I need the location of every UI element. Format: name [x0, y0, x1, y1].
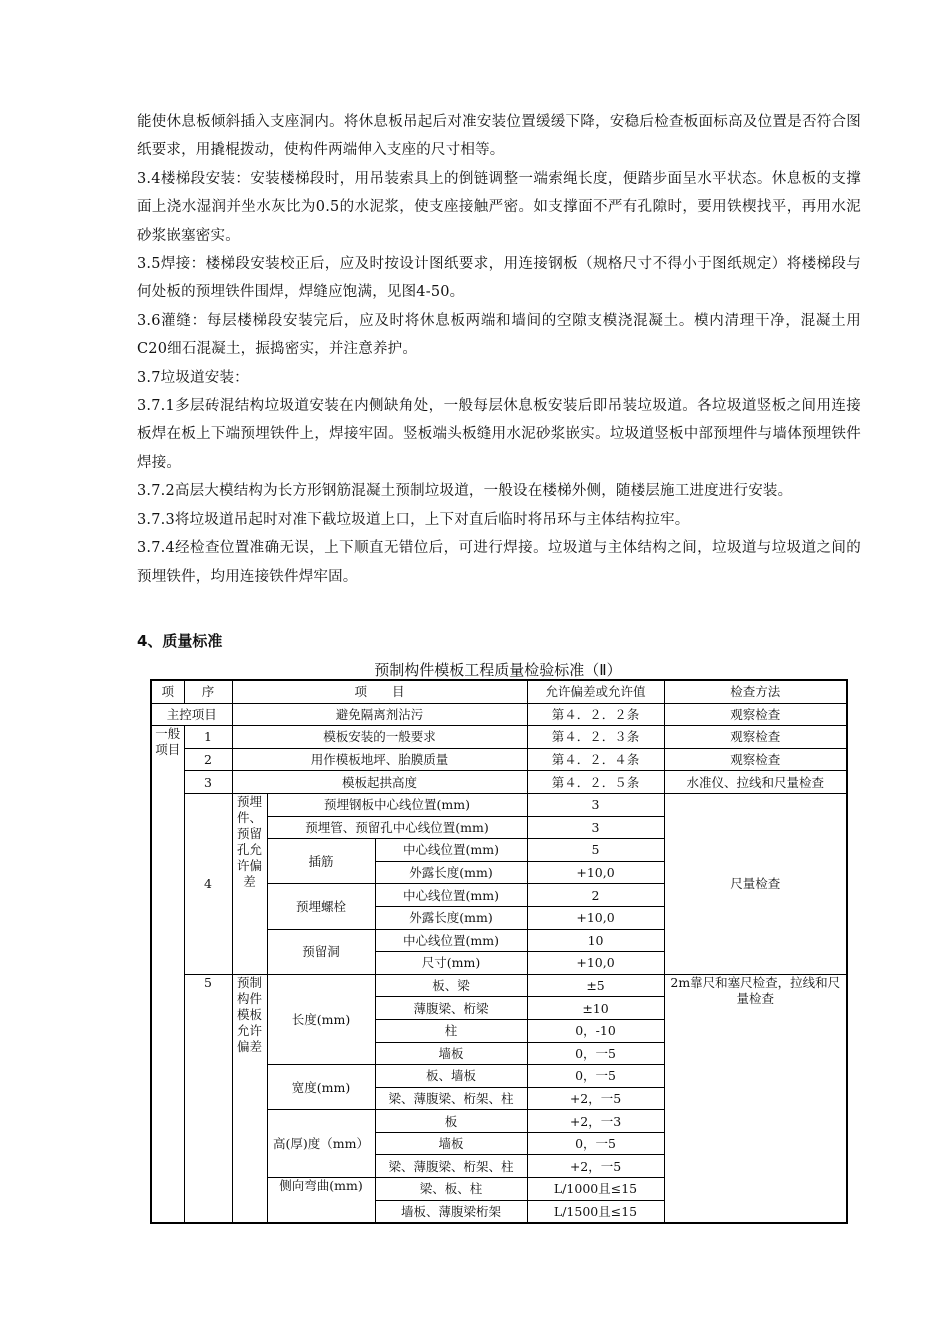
seq-cell: 1: [184, 726, 232, 749]
allow-cell: 第４．２．２条: [527, 703, 664, 726]
method-cell: 观察检查: [664, 748, 847, 771]
prefab-template-label: 预制构件模板允许偏差: [232, 974, 267, 1223]
allow-cell: +2，一3: [527, 1110, 664, 1133]
header-cell: 序: [184, 680, 232, 703]
paragraph: 能使休息板倾斜插入支座洞内。将休息板吊起后对准安装位置缓缓下降，安稳后检查板面标高及位置是否符合图纸要求，用撬棍拨动，使构件两端伸入支座的尺寸相等。: [137, 114, 861, 159]
item-cell: 预埋螺栓: [267, 884, 375, 929]
sub-item-cell: 梁、板、柱: [375, 1178, 527, 1201]
paragraph: 3.4楼梯段安装：安装楼梯段时，用吊装索具上的倒链调整一端索绳长度，便踏步面呈水平状态。休息板的支撑面上浇水湿润并坐水灰比为0.5的水泥浆，使支座接触严密。如支撑面不严有孔隙时，要用铁楔找平，再用水泥砂浆嵌塞密实。: [137, 170, 861, 244]
allow-cell: 0，一5: [527, 1065, 664, 1088]
table-row: [151, 726, 847, 749]
table-row: [151, 771, 847, 794]
allow-cell: L/1500且≤15: [527, 1200, 664, 1223]
allow-cell: 5: [527, 839, 664, 862]
allow-cell: 0，一5: [527, 1042, 664, 1065]
header-cell: 允许偏差或允许值: [527, 680, 664, 703]
allow-cell: +2，一5: [527, 1087, 664, 1110]
item-cell: 避免隔离剂沾污: [232, 703, 527, 726]
item-cell: 宽度(mm): [267, 1065, 375, 1110]
allow-cell: ±10: [527, 997, 664, 1020]
body-text: [137, 108, 861, 591]
allow-cell: +10,0: [527, 906, 664, 929]
sub-item-cell: 梁、薄腹梁、桁架、柱: [375, 1155, 527, 1178]
table-header-row: [151, 680, 847, 703]
method-cell: 观察检查: [664, 726, 847, 749]
allow-cell: 第４．２．４条: [527, 748, 664, 771]
main-control-label: 主控项目: [151, 703, 232, 726]
allow-cell: 第４．２．３条: [527, 726, 664, 749]
header-cell: 项: [151, 680, 184, 703]
allow-cell: 第４．２．５条: [527, 771, 664, 794]
table-title: 预制构件模板工程质量检验标准（Ⅱ）: [374, 661, 622, 679]
paragraph: 3.5焊接：楼梯段安装校正后，应及时按设计图纸要求，用连接钢板（规格尺寸不得小于图纸规定）将楼梯段与何处板的预埋铁件围焊，焊缝应饱满，见图4-50。: [137, 256, 861, 301]
paragraph: 3.7.4经检查位置准确无误，上下顺直无错位后，可进行焊接。垃圾道与主体结构之间，垃圾道与垃圾道之间的预埋铁件，均用连接铁件焊牢固。: [137, 540, 861, 585]
allow-cell: 0，一5: [527, 1132, 664, 1155]
item-cell: 用作模板地坪、胎膜质量: [232, 748, 527, 771]
paragraph: 3.7.3将垃圾道吊起时对准下截垃圾道上口，上下对直后临时将吊环与主体结构拉牢。: [137, 511, 690, 528]
allow-cell: +10,0: [527, 861, 664, 884]
sub-item-cell: 墙板: [375, 1132, 527, 1155]
allow-cell: +10,0: [527, 952, 664, 975]
method-cell: 水准仪、拉线和尺量检查: [664, 771, 847, 794]
item-cell: 模板起拱高度: [232, 771, 527, 794]
table-row: [151, 974, 847, 997]
sub-item-cell: 中心线位置(mm): [375, 839, 527, 862]
sub-item-cell: 中心线位置(mm): [375, 884, 527, 907]
item-cell: 模板安装的一般要求: [232, 726, 527, 749]
allow-cell: L/1000且≤15: [527, 1178, 664, 1201]
sub-item-cell: 梁、薄腹梁、桁架、柱: [375, 1087, 527, 1110]
sub-item-cell: 墙板、薄腹梁桁架: [375, 1200, 527, 1223]
item-cell: 高(厚)度（mm）: [267, 1110, 375, 1178]
method-cell: 观察检查: [664, 703, 847, 726]
quality-standard-table: [150, 679, 848, 1224]
allow-cell: 2: [527, 884, 664, 907]
header-cell: 检查方法: [664, 680, 847, 703]
item-cell: 侧向弯曲(mm): [267, 1178, 375, 1224]
sub-item-cell: 外露长度(mm): [375, 861, 527, 884]
allow-cell: +2，一5: [527, 1155, 664, 1178]
sub-item-cell: 中心线位置(mm): [375, 929, 527, 952]
seq-cell: 4: [184, 793, 232, 974]
method-cell: 2m靠尺和塞尺检查，拉线和尺量检查: [664, 974, 847, 1223]
sub-item-cell: 板、梁: [375, 974, 527, 997]
item-cell: 预埋管、预留孔中心线位置(mm): [267, 816, 527, 839]
item-cell: 长度(mm): [267, 974, 375, 1064]
sub-item-cell: 墙板: [375, 1042, 527, 1065]
table-row: [151, 793, 847, 816]
sub-item-cell: 板: [375, 1110, 527, 1133]
paragraph: 3.7.2高层大模结构为长方形钢筋混凝土预制垃圾道，一般设在楼梯外侧，随楼层施工进度进行安装。: [137, 483, 793, 500]
paragraph: 3.6灌缝：每层楼梯段安装完后，应及时将休息板两端和墙间的空隙支模浇混凝土。模内清理干净，混凝土用C20细石混凝土，振捣密实，并注意养护。: [137, 312, 861, 358]
allow-cell: 3: [527, 816, 664, 839]
allow-cell: 10: [527, 929, 664, 952]
paragraph: 3.7.1多层砖混结构垃圾道安装在内侧缺角处，一般每层休息板安装后即吊装垃圾道。各垃圾道竖板之间用连接板焊在板上下端预埋铁件上，焊接牢固。竖板端头板缝用水泥砂浆嵌实。垃圾道竖板中部预埋件与墙体预埋铁件焊接。: [137, 398, 861, 471]
allow-cell: ±5: [527, 974, 664, 997]
seq-cell: 5: [184, 974, 232, 1223]
paragraph: 3.7垃圾道安装：: [137, 369, 249, 386]
table-row: [151, 748, 847, 771]
sub-item-cell: 板、墙板: [375, 1065, 527, 1088]
item-cell: 预留洞: [267, 929, 375, 974]
seq-cell: 2: [184, 748, 232, 771]
method-cell: 尺量检查: [664, 793, 847, 974]
section-title: 4、质量标准: [137, 632, 223, 650]
allow-cell: 3: [527, 793, 664, 816]
item-cell: 插筋: [267, 839, 375, 884]
seq-cell: 3: [184, 771, 232, 794]
sub-item-cell: 尺寸(mm): [375, 952, 527, 975]
sub-item-cell: 柱: [375, 1019, 527, 1042]
allow-cell: 0，-10: [527, 1019, 664, 1042]
embedded-parts-label: 预埋件、预留孔允许偏差: [232, 793, 267, 974]
header-cell: 项 目: [232, 680, 527, 703]
item-cell: 预埋钢板中心线位置(mm): [267, 793, 527, 816]
table-row: [151, 703, 847, 726]
sub-item-cell: 外露长度(mm): [375, 906, 527, 929]
general-items-label: 一般项目: [151, 726, 184, 1224]
sub-item-cell: 薄腹梁、桁梁: [375, 997, 527, 1020]
